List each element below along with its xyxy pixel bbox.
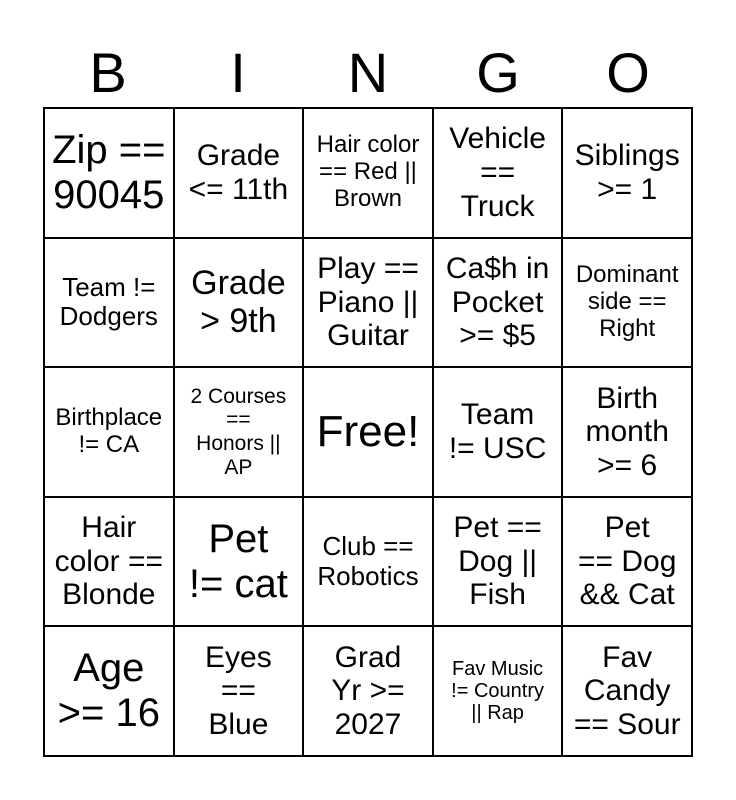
header-letter-o: O bbox=[606, 41, 650, 104]
bingo-cell-r5c5[interactable]: Fav Candy == Sour bbox=[562, 626, 692, 756]
bingo-cell-r1c2[interactable]: Grade <= 11th bbox=[174, 108, 304, 238]
bingo-cell-r4c1[interactable]: Hair color == Blonde bbox=[44, 497, 174, 627]
bingo-cell-r5c2[interactable]: Eyes == Blue bbox=[174, 626, 304, 756]
bingo-cell-r5c4[interactable]: Fav Music != Country || Rap bbox=[433, 626, 563, 756]
bingo-cell-r5c3[interactable]: Grad Yr >= 2027 bbox=[303, 626, 433, 756]
bingo-cell-r2c3[interactable]: Play == Piano || Guitar bbox=[303, 238, 433, 368]
bingo-cell-r1c5[interactable]: Siblings >= 1 bbox=[562, 108, 692, 238]
bingo-board bbox=[43, 107, 693, 757]
bingo-cell-r2c4[interactable]: Ca$h in Pocket >= $5 bbox=[433, 238, 563, 368]
bingo-cell-r4c2[interactable]: Pet != cat bbox=[174, 497, 304, 627]
bingo-cell-r3c5[interactable]: Birth month >= 6 bbox=[562, 367, 692, 497]
header-letter-n: N bbox=[347, 41, 389, 104]
bingo-cell-r2c2[interactable]: Grade > 9th bbox=[174, 238, 304, 368]
bingo-header bbox=[43, 38, 693, 108]
bingo-cell-r4c5[interactable]: Pet == Dog && Cat bbox=[562, 497, 692, 627]
header-letter-b: B bbox=[89, 41, 127, 104]
bingo-cell-r5c1[interactable]: Age >= 16 bbox=[44, 626, 174, 756]
bingo-cell-r3c2[interactable]: 2 Courses == Honors || AP bbox=[174, 367, 304, 497]
bingo-cell-r1c1[interactable]: Zip == 90045 bbox=[44, 108, 174, 238]
bingo-cell-r1c3[interactable]: Hair color == Red || Brown bbox=[303, 108, 433, 238]
bingo-cell-r1c4[interactable]: Vehicle == Truck bbox=[433, 108, 563, 238]
bingo-cell-r2c5[interactable]: Dominant side == Right bbox=[562, 238, 692, 368]
header-letter-g: G bbox=[476, 41, 520, 104]
bingo-cell-r3c1[interactable]: Birthplace != CA bbox=[44, 367, 174, 497]
bingo-cell-free[interactable]: Free! bbox=[303, 367, 433, 497]
bingo-cell-r3c4[interactable]: Team != USC bbox=[433, 367, 563, 497]
bingo-cell-r4c3[interactable]: Club == Robotics bbox=[303, 497, 433, 627]
header-letter-i: I bbox=[230, 41, 246, 104]
bingo-cell-r2c1[interactable]: Team != Dodgers bbox=[44, 238, 174, 368]
bingo-cell-r4c4[interactable]: Pet == Dog || Fish bbox=[433, 497, 563, 627]
